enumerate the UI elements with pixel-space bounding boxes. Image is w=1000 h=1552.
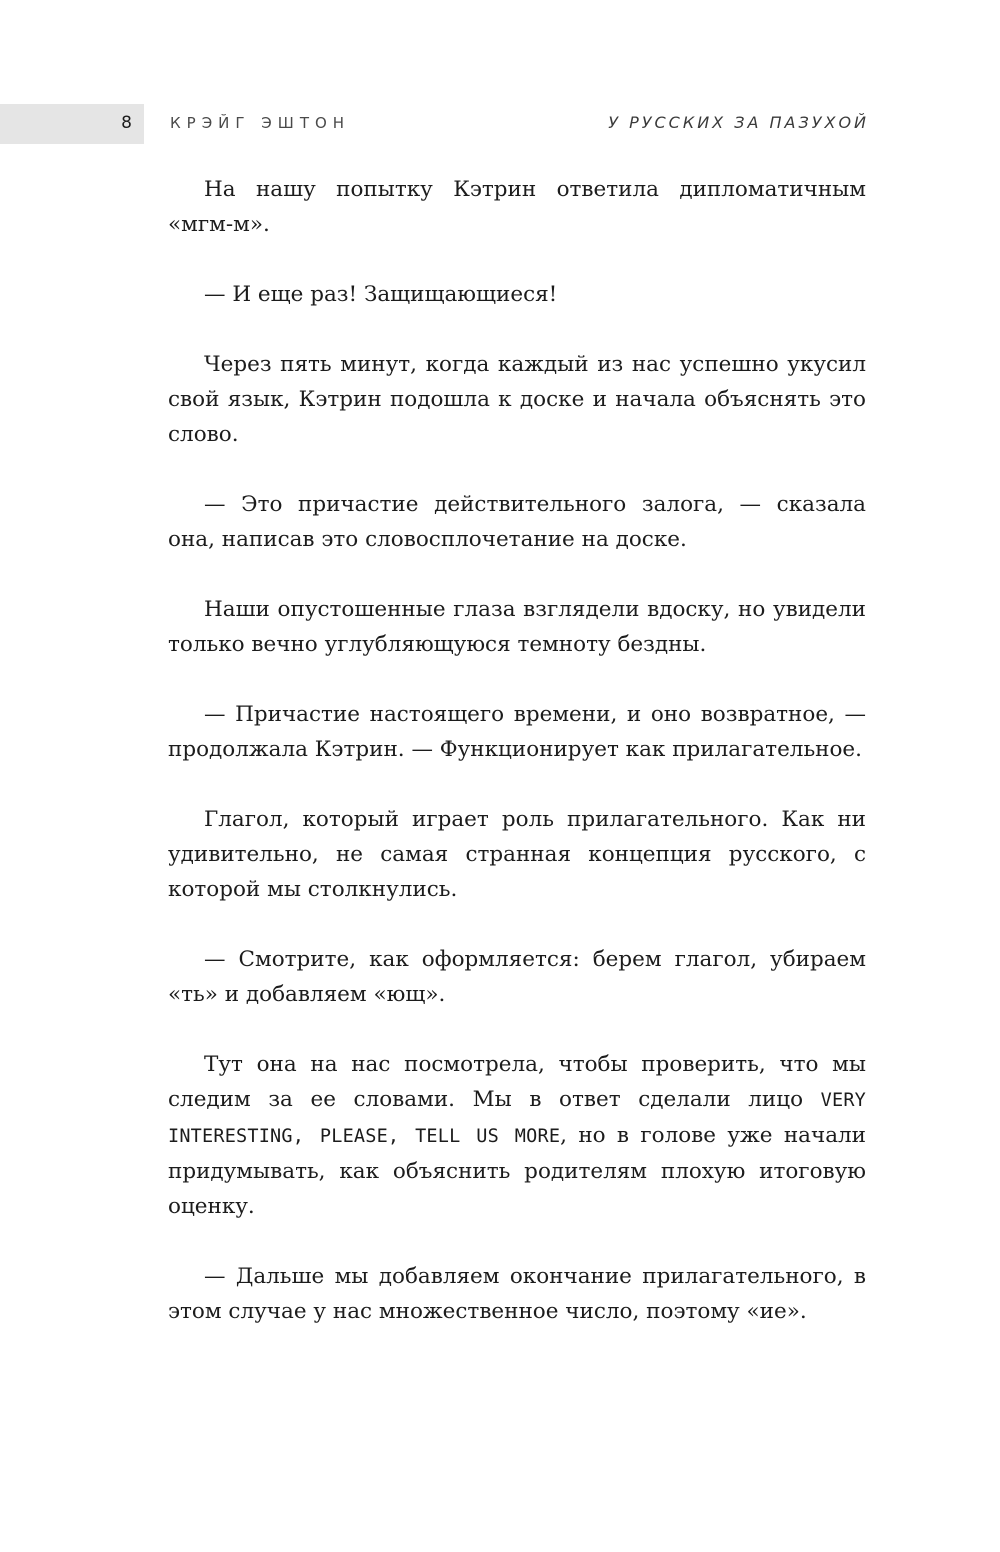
paragraph: — Это причастие действительного залога, — сказала она, написав это словосплочетание на доске. bbox=[168, 492, 866, 552]
paragraph-text: Тут она на нас посмотрела, чтобы проверить, что мы следим за ее словами. Мы в ответ сделали лицо bbox=[168, 1052, 866, 1112]
page-body bbox=[168, 172, 866, 1364]
running-header bbox=[0, 104, 1000, 144]
running-book-title: У РУССКИХ ЗА ПАЗУХОЙ bbox=[608, 113, 869, 132]
paragraph: — Причастие настоящего времени, и оно возвратное, — продолжала Кэтрин. — Функционирует как прилагательное. bbox=[168, 702, 866, 762]
paragraph: Через пять минут, когда каждый из нас успешно укусил свой язык, Кэтрин подошла к доске и начала объяснять это слово. bbox=[168, 352, 866, 447]
paragraph-text: , но в голове уже начали придумывать, как объяснить родителям плохую итоговую оценку. bbox=[168, 1123, 866, 1219]
running-author: КРЭЙГ ЭШТОН bbox=[170, 114, 351, 132]
paragraph: Наши опустошенные глаза взглядели вдоску, но увидели только вечно углубляющуюся темноту бездны. bbox=[168, 597, 866, 657]
page-number: 8 bbox=[121, 113, 132, 133]
page-number-tab bbox=[0, 104, 144, 144]
paragraph: Глагол, который играет роль прилагательного. Как ни удивительно, не самая странная концепция русского, с которой мы столкнулись. bbox=[168, 807, 866, 902]
paragraph: — И еще раз! Защищающиеся! bbox=[204, 282, 558, 307]
handwritten-phrase: VERY INTERESTING, PLEASE, TELL US MORE bbox=[168, 1090, 866, 1147]
paragraph: На нашу попытку Кэтрин ответила дипломатичным «мгм-м». bbox=[168, 177, 866, 237]
paragraph: — Смотрите, как оформляется: берем глагол, убираем «ть» и добавляем «ющ». bbox=[168, 947, 866, 1007]
paragraph-with-highlight bbox=[168, 1047, 866, 1224]
paragraph: — Дальше мы добавляем окончание прилагательного, в этом случае у нас множественное число, поэтому «ие». bbox=[168, 1264, 866, 1324]
